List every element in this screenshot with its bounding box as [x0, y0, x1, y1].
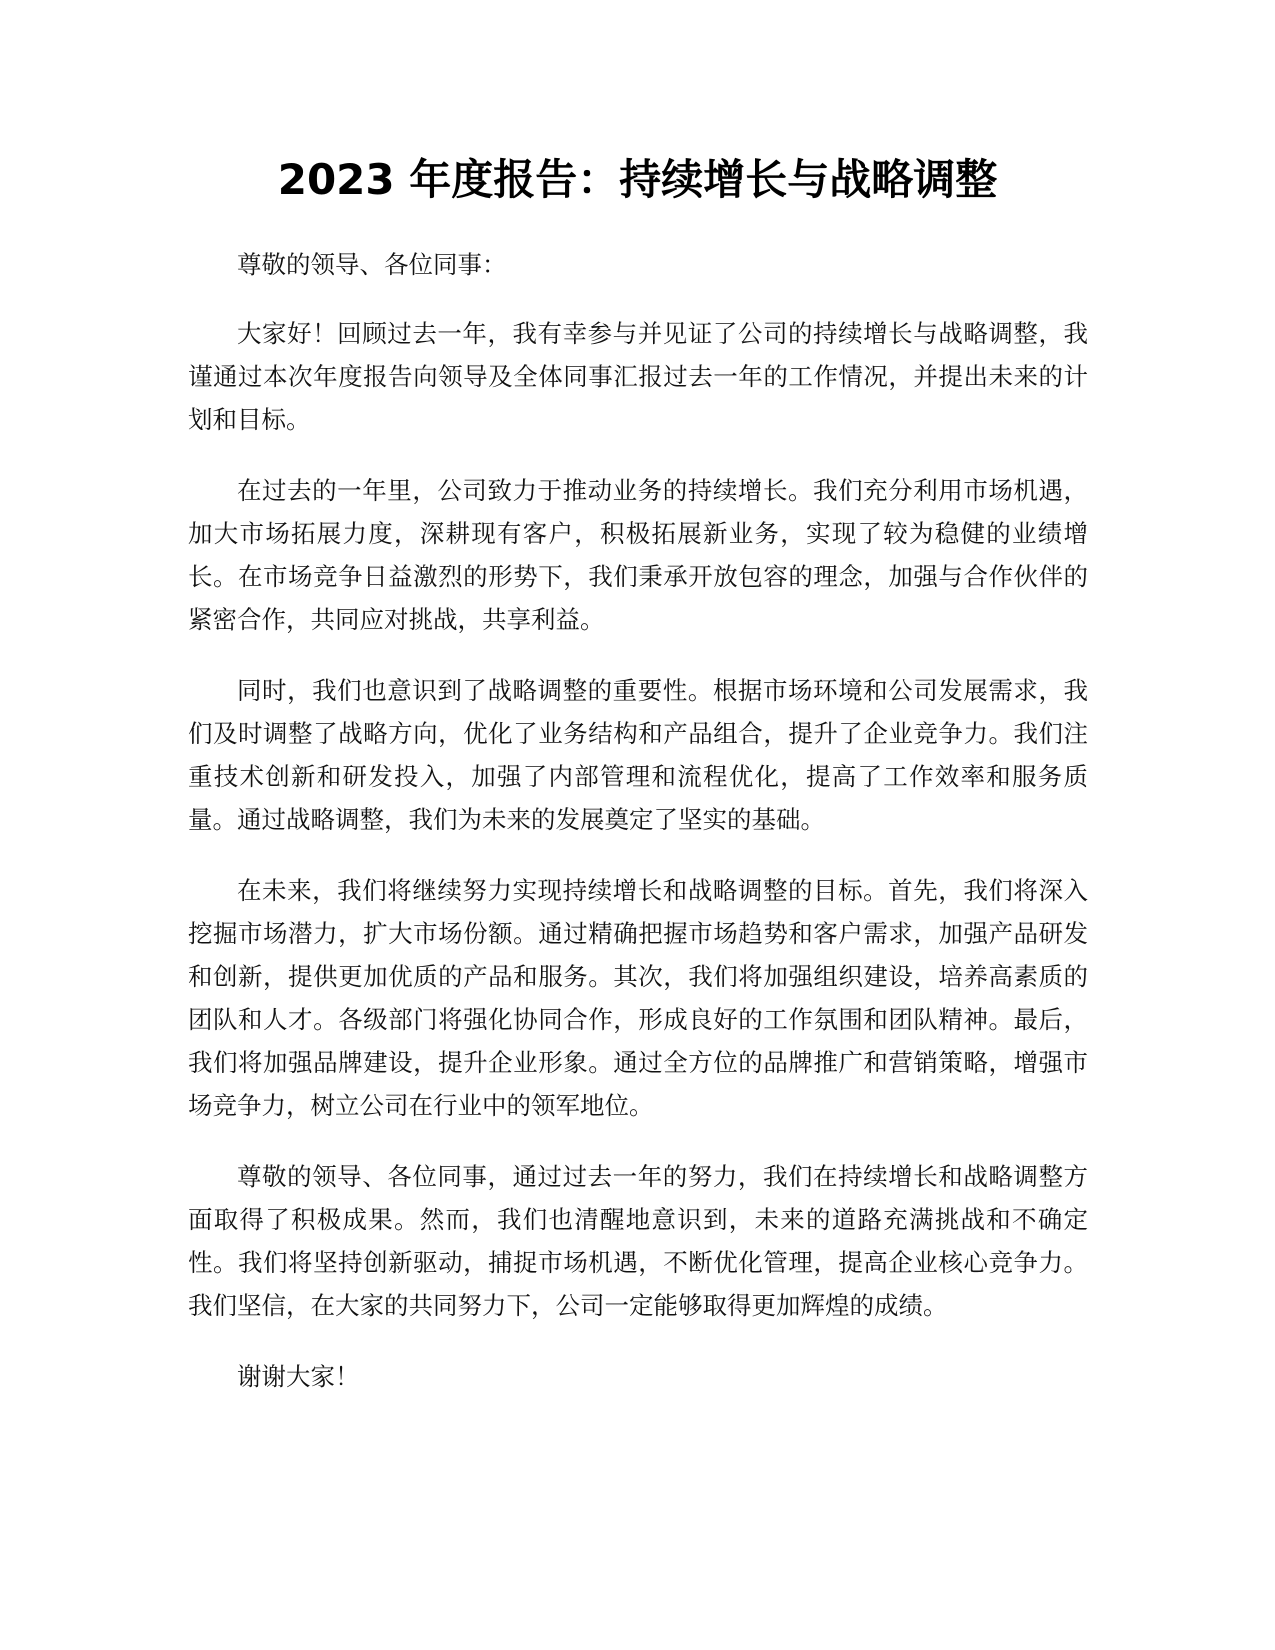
paragraph-growth: 在过去的一年里，公司致力于推动业务的持续增长。我们充分利用市场机遇，加大市场拓展力度，深耕现有客户，积极拓展新业务，实现了较为稳健的业绩增长。在市场竞争日益激烈的形势下，我们秉承开放包容的理念，加强与合作伙伴的紧密合作，共同应对挑战，共享利益。	[188, 476, 1088, 634]
paragraph-future: 在未来，我们将继续努力实现持续增长和战略调整的目标。首先，我们将深入挖掘市场潜力，扩大市场份额。通过精确把握市场趋势和客户需求，加强产品研发和创新，提供更加优质的产品和服务。其次，我们将加强组织建设，培养高素质的团队和人才。各级部门将强化协同合作，形成良好的工作氛围和团队精神。最后，我们将加强品牌建设，提升企业形象。通过全方位的品牌推广和营销策略，增强市场竞争力，树立公司在行业中的领军地位。	[188, 876, 1088, 1120]
greeting-paragraph: 尊敬的领导、各位同事：	[237, 250, 507, 279]
document-body	[188, 243, 1088, 1426]
document-title: 2023 年度报告：持续增长与战略调整	[277, 155, 998, 204]
paragraph-intro: 大家好！回顾过去一年，我有幸参与并见证了公司的持续增长与战略调整，我谨通过本次年度报告向领导及全体同事汇报过去一年的工作情况，并提出未来的计划和目标。	[188, 319, 1088, 434]
paragraph-strategy: 同时，我们也意识到了战略调整的重要性。根据市场环境和公司发展需求，我们及时调整了战略方向，优化了业务结构和产品组合，提升了企业竞争力。我们注重技术创新和研发投入，加强了内部管理和流程优化，提高了工作效率和服务质量。通过战略调整，我们为未来的发展奠定了坚实的基础。	[188, 676, 1088, 834]
paragraph-conclusion: 尊敬的领导、各位同事，通过过去一年的努力，我们在持续增长和战略调整方面取得了积极成果。然而，我们也清醒地意识到，未来的道路充满挑战和不确定性。我们将坚持创新驱动，捕捉市场机遇，不断优化管理，提高企业核心竞争力。我们坚信，在大家的共同努力下，公司一定能够取得更加辉煌的成绩。	[188, 1162, 1088, 1320]
closing-paragraph: 谢谢大家！	[237, 1362, 360, 1391]
